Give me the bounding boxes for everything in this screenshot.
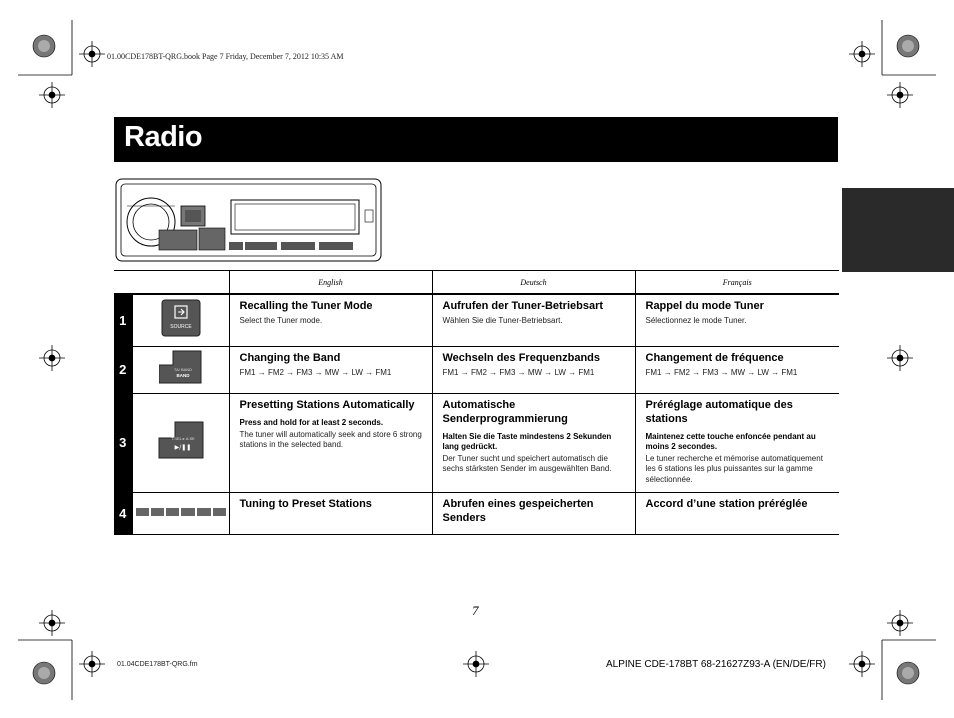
english-cell [229, 294, 432, 346]
row-heading-english: Tuning to Preset Stations [239, 497, 372, 510]
side-tab [842, 188, 954, 272]
row-heading-francais: Rappel du mode Tuner [645, 300, 764, 312]
deutsch-cell [432, 346, 635, 393]
deutsch-cell [432, 492, 635, 534]
row-text-francais: Sélectionnez le mode Tuner. [645, 316, 747, 325]
row-heading-deutsch: Aufrufen der Tuner-Betriebsart [442, 300, 604, 312]
footer-filename: 01.04CDE178BT-QRG.fm [117, 661, 198, 668]
francais-cell [635, 294, 839, 346]
row-heading-deutsch: Automatische Senderprogrammierung [442, 398, 568, 425]
page-number: 7 [472, 603, 479, 618]
band-button-icon [159, 349, 203, 385]
title-bar [114, 117, 838, 162]
deutsch-cell [432, 393, 635, 492]
row-text-english: The tuner will automatically seek and store 6 strong stations in the selected band. [239, 429, 422, 449]
row-heading-francais: Changement de fréquence [645, 351, 784, 364]
head-unit-illustration-icon [115, 178, 382, 262]
francais-cell [635, 492, 839, 534]
svg-text:TA/ BAND: TA/ BAND [173, 367, 192, 372]
column-header-deutsch: Deutsch [432, 271, 635, 295]
table-row [114, 294, 839, 346]
row-heading-english: Changing the Band [239, 351, 341, 364]
english-cell [229, 346, 432, 393]
row-text-francais: FM1 → FM2 → FM3 → MW → LW → FM1 [645, 367, 798, 377]
footer-model-code: ALPINE CDE-178BT 68-21627Z93-A (EN/DE/FR) [606, 659, 826, 670]
row-number: 4 [114, 492, 132, 534]
table-header-blank [114, 271, 229, 295]
table-row [114, 492, 839, 534]
row-heading-francais: Préréglage automatique des stations [645, 398, 793, 425]
preset-buttons-icon [135, 507, 227, 517]
svg-text:BAND: BAND [176, 373, 189, 378]
button-cell [132, 393, 229, 492]
row-bold-deutsch: Halten Sie die Taste mindestens 2 Sekunden lang gedrückt. [442, 431, 612, 451]
row-heading-deutsch: Abrufen eines gespeicherten Senders [442, 497, 594, 524]
deutsch-cell [432, 294, 635, 346]
row-heading-deutsch: Wechseln des Frequenzbands [442, 351, 601, 364]
column-header-francais: Français [635, 271, 839, 295]
row-number: 3 [114, 393, 132, 492]
row-text-english: Select the Tuner mode. [239, 316, 323, 325]
row-text-deutsch: Wählen Sie die Tuner-Betriebsart. [442, 316, 563, 325]
svg-text:T.SEL ▸ A.SE: T.SEL ▸ A.SE [170, 436, 195, 441]
table-row [114, 346, 839, 393]
row-text-francais: Le tuner recherche et mémorise automatiquement les 6 stations les plus puissantes sur la gamme sélectionnée. [645, 453, 823, 484]
column-header-english: English [229, 271, 432, 295]
table-row [114, 393, 839, 492]
file-header-line: 01.00CDE178BT-QRG.book Page 7 Friday, December 7, 2012 10:35 AM [107, 52, 344, 61]
svg-text:▶/❚❚: ▶/❚❚ [174, 444, 191, 451]
row-text-english: FM1 → FM2 → FM3 → MW → LW → FM1 [239, 367, 392, 377]
button-cell [132, 294, 229, 346]
operation-table [114, 270, 839, 535]
row-number: 2 [114, 346, 132, 393]
row-text-deutsch: Der Tuner sucht und speichert automatisch die sechs stärksten Sender im ausgewählten Band. [442, 453, 612, 473]
francais-cell [635, 393, 839, 492]
english-cell [229, 492, 432, 534]
row-number: 1 [114, 294, 132, 346]
row-bold-francais: Maintenez cette touche enfoncée pendant au moins 2 secondes. [645, 431, 816, 451]
row-bold-english: Press and hold for at least 2 seconds. [239, 417, 384, 427]
svg-text:SOURCE: SOURCE [169, 323, 192, 330]
english-cell [229, 393, 432, 492]
row-heading-francais: Accord d’une station préréglée [645, 497, 808, 510]
table-header-row [114, 271, 839, 295]
row-heading-english: Presetting Stations Automatically [239, 398, 415, 411]
source-button-icon [161, 299, 201, 337]
page-title: Radio [124, 121, 203, 153]
row-text-deutsch: FM1 → FM2 → FM3 → MW → LW → FM1 [442, 367, 595, 377]
button-cell [132, 346, 229, 393]
francais-cell [635, 346, 839, 393]
play-pause-button-icon [157, 420, 205, 460]
button-cell [132, 492, 229, 534]
row-heading-english: Recalling the Tuner Mode [239, 300, 373, 312]
